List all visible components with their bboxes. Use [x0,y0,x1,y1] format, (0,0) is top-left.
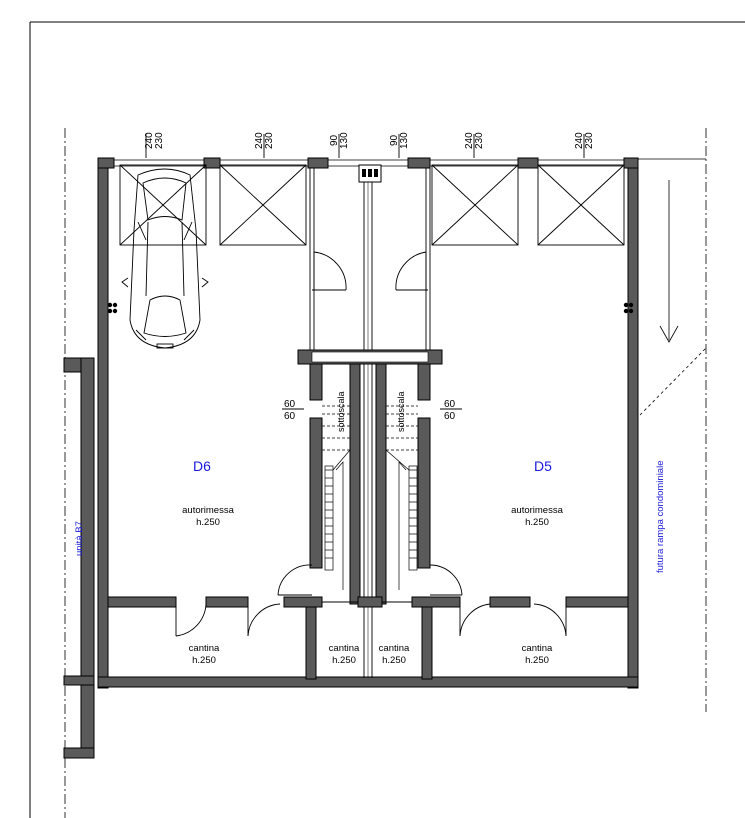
neighbour-unit-label: unità B7 [74,521,85,556]
garage-right-height: h.250 [525,517,549,528]
stair-left-height: 60 [284,411,296,422]
win-3-width: 90 [329,134,340,146]
win-5-height: 230 [474,132,485,149]
cellar-2-height: h.250 [332,655,356,666]
win-4-height: 130 [399,132,410,149]
cellar-1-name: cantina [188,643,220,654]
win-2-height: 230 [264,132,275,149]
stair-doors [278,565,462,595]
stair-left-width: 60 [284,399,296,410]
win-1-height: 230 [154,132,165,149]
garage-right-name: autorimessa [511,505,563,516]
cellar-3-name: cantina [378,643,410,654]
window-dim-labels [144,132,595,149]
stair-right-width: 60 [444,399,456,410]
unit-b7-wall [64,358,94,758]
ramp-lines [630,159,706,415]
cellar-1-height: h.250 [192,655,216,666]
cellar-3-height: h.250 [382,655,406,666]
cellar-4-height: h.250 [525,655,549,666]
under-stair-labels [336,391,406,432]
cellar-4-name: cantina [521,643,553,654]
garage-left-name: autorimessa [182,505,234,516]
garage-left-height: h.250 [196,517,220,528]
socket-icons [108,303,633,313]
stair-treads [322,406,418,590]
unit-code-d6: D6 [193,458,211,474]
cellar-2-name: cantina [328,643,360,654]
under-stair-left: sottoscala [336,391,346,432]
stair-landing [298,350,442,364]
car-icon [122,169,208,348]
corridor-doors [312,252,428,290]
win-3-height: 130 [339,132,350,149]
under-stair-right: sottoscala [396,391,406,432]
stair-right-height: 60 [444,411,456,422]
cellar-labels [189,643,553,666]
vent-box [359,165,381,182]
win-2-width: 240 [254,132,265,149]
win-4-width: 90 [389,134,400,146]
win-5-width: 240 [464,132,475,149]
win-6-width: 240 [574,132,585,149]
win-1-width: 240 [144,132,155,149]
unit-code-d5: D5 [534,458,552,474]
garage-labels [182,505,563,528]
win-6-height: 230 [584,132,595,149]
future-ramp-label: futura rampa condominiale [655,460,666,573]
